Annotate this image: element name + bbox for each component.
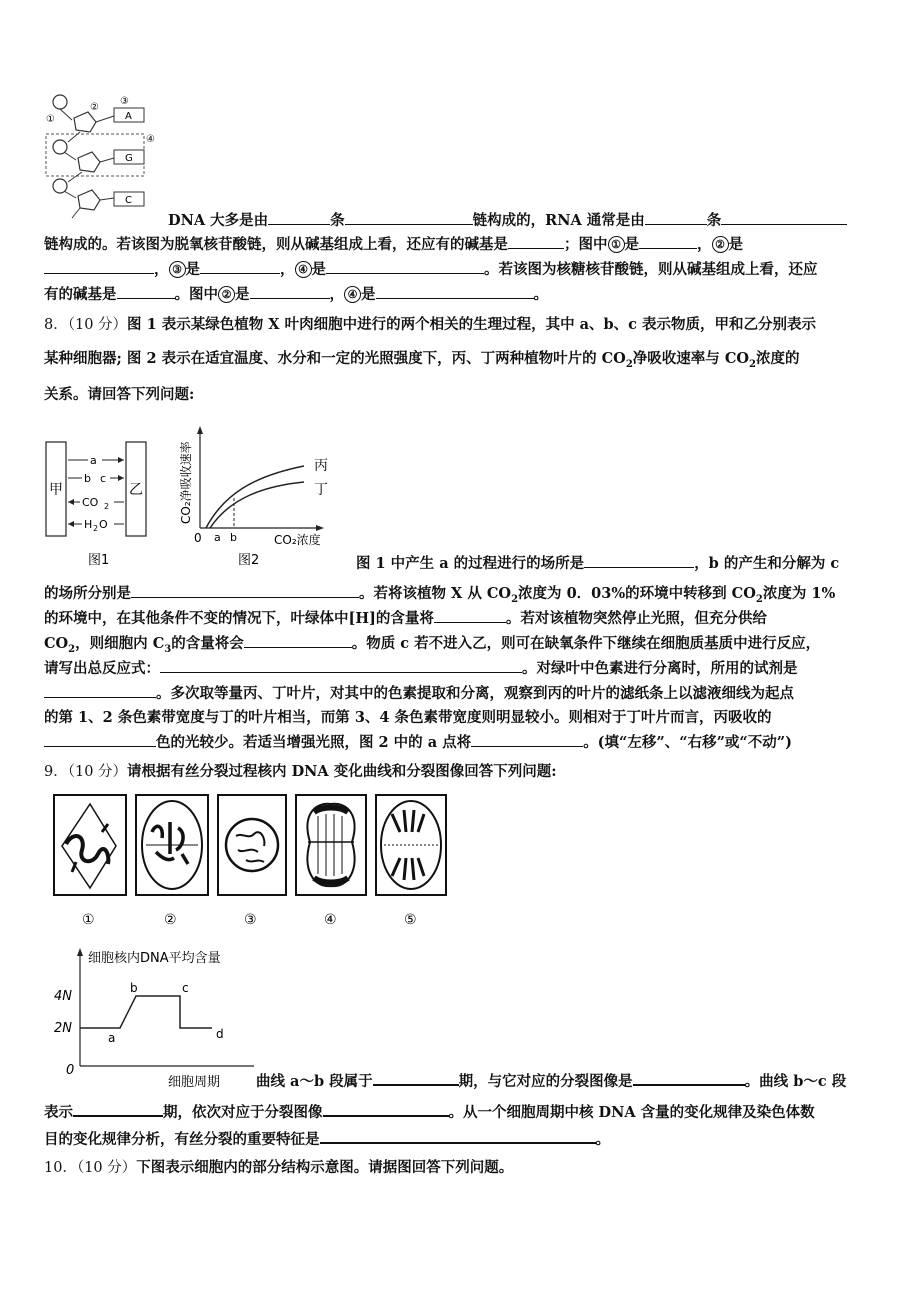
svg-text:a: a [90,454,97,467]
q8-line-4: 图 1 中产生 a 的过程进行的场所是 ，b 的产生和分解为 c [356,552,880,575]
nucleotide-chain-figure [44,92,164,222]
svg-text:b: b [84,472,91,485]
q9-line-1: 9．（10 分）请根据有丝分裂过程核内 DNA 变化曲线和分裂图像回答下列问题: [44,763,557,780]
q8-line-6: 的环境中，在其他条件不变的情况下，叶绿体中[H]的含量将 。若对该植物突然停止光照，但充分供给 [44,607,880,630]
blank[interactable] [73,1100,163,1117]
svg-text:G: G [125,153,133,164]
q9-line-4: 目的变化规律分析，有丝分裂的重要特征是 。 [44,1127,880,1151]
q7-line-2: 链构成的。若该图为脱氧核苷酸链，则从碱基组成上看，还应有的碱基是 ；图中 ① 是 ， ② 是 [44,233,880,256]
blank[interactable] [44,258,154,274]
svg-text:丁: 丁 [314,482,328,498]
q8-line-3: 关系。请回答下列问题: [44,386,195,403]
svg-text:④: ④ [324,912,337,928]
svg-text:⑤: ⑤ [404,912,417,928]
svg-text:①: ① [46,114,55,125]
svg-text:③: ③ [120,96,129,107]
blank[interactable] [323,1100,449,1117]
blank[interactable] [250,283,330,299]
blank[interactable] [44,682,156,698]
q7-line-1: DNA 大多是由 条 链构成的，RNA 通常是由 条 [44,209,880,232]
svg-text:2: 2 [104,502,110,511]
q8-line-5: 的场所分别是 。若将该植物 X 从 $CO_2$浓度为 0．03%的环境中转移到 $CO_2$浓度为 1% [44,582,880,611]
blank[interactable] [639,233,697,249]
q7-line-3: ， ③ 是 ， ④ 是 。若该图为核糖核苷酸链，则从碱基组成上看，还应 [44,258,880,281]
svg-text:b: b [230,531,237,544]
svg-text:c: c [100,472,107,485]
q7-line-4: 有的碱基是 。图中 ② 是 ， ④ 是 。 [44,283,880,306]
blank[interactable] [721,209,847,225]
blank[interactable] [268,209,330,225]
svg-text:③: ③ [244,912,257,928]
q8-line-7: $CO_2$，则细胞内 $C_3$的含量将会 。物质 c 若不进入乙，则可在缺氧条件下继续在细胞质基质中进行反应， [44,632,880,661]
blank[interactable] [200,258,280,274]
svg-text:甲: 甲 [49,482,63,498]
svg-text:CO: CO [82,496,99,509]
blank[interactable] [326,258,484,274]
mitosis-cell-images [52,792,452,934]
blank[interactable] [160,657,522,673]
figure-1-organelles [44,440,154,570]
blank[interactable] [320,1127,596,1144]
blank[interactable] [584,552,694,568]
svg-text:c: c [182,981,189,995]
q10-line-1: 10．（10 分）下图表示细胞内的部分结构示意图。请据图回答下列问题。 [44,1159,514,1176]
blank[interactable] [131,582,359,598]
svg-text:④: ④ [146,134,155,145]
svg-text:CO₂净吸收速率: CO₂净吸收速率 [179,441,193,524]
svg-text:b: b [130,981,138,995]
q9-line-3: 表示 期，依次对应于分裂图像 。从一个细胞周期中核 DNA 含量的变化规律及染色体数 [44,1100,880,1124]
blank[interactable] [376,283,534,299]
svg-text:d: d [216,1027,224,1041]
svg-text:CO₂浓度: CO₂浓度 [274,533,321,547]
svg-text:细胞核内DNA平均含量: 细胞核内DNA平均含量 [88,951,221,966]
figure-2-co2-graph [174,424,344,570]
svg-text:a: a [108,1031,116,1045]
blank[interactable] [633,1069,745,1086]
svg-text:H: H [84,518,93,531]
svg-text:0: 0 [194,531,202,545]
blank[interactable] [645,209,707,225]
svg-text:4N: 4N [54,989,72,1004]
blank[interactable] [471,731,583,747]
svg-text:①: ① [82,912,95,928]
blank[interactable] [345,209,473,225]
blank[interactable] [434,607,506,623]
blank[interactable] [44,731,156,747]
svg-text:乙: 乙 [129,482,143,498]
svg-text:A: A [125,111,132,122]
dna-content-graph [50,942,266,1090]
blank[interactable] [508,233,564,249]
svg-text:②: ② [90,102,99,113]
blank[interactable] [373,1069,459,1086]
blank[interactable] [244,632,352,648]
svg-text:图1: 图1 [88,553,110,568]
q8-line-1: 8．（10 分）图 1 表示某绿色植物 X 叶肉细胞中进行的两个相关的生理过程，其中 a、b、c 表示物质，甲和乙分别表示 [44,316,817,333]
q8-line-11: 色的光较少。若适当增强光照，图 2 中的 a 点将 。(填“左移”、“右移”或“不动”) [44,731,880,754]
svg-text:②: ② [164,912,177,928]
q8-line-9: 。多次取等量丙、丁叶片，对其中的色素提取和分离，观察到丙的叶片的滤纸条上以滤液细线为起点 [44,682,880,705]
q8-line-8: 请写出总反应式： 。对绿叶中色素进行分离时，所用的试剂是 [44,657,880,680]
svg-text:O: O [99,518,108,531]
svg-text:2N: 2N [54,1021,72,1036]
q9-line-2: 曲线 a～b 段属于 期，与它对应的分裂图像是 。曲线 b～c 段 [256,1069,880,1093]
q8-line-10: 的第 1、2 条色素带宽度与丁的叶片相当，而第 3、4 条色素带宽度则明显较小。则相对于丁叶片而言，丙吸收的 [44,709,772,726]
svg-text:丙: 丙 [314,458,328,474]
svg-text:a: a [214,531,221,544]
svg-text:C: C [125,195,132,206]
svg-text:细胞周期: 细胞周期 [168,1075,221,1090]
svg-text:图2: 图2 [238,553,260,568]
q8-line-2: 某种细胞器; 图 2 表示在适宜温度、水分和一定的光照强度下，丙、丁两种植物叶片的 $CO_2$净吸收速率与 $CO_2$浓度的 [44,350,800,370]
svg-text:0: 0 [66,1063,75,1078]
blank[interactable] [117,283,175,299]
svg-text:2: 2 [93,524,99,533]
